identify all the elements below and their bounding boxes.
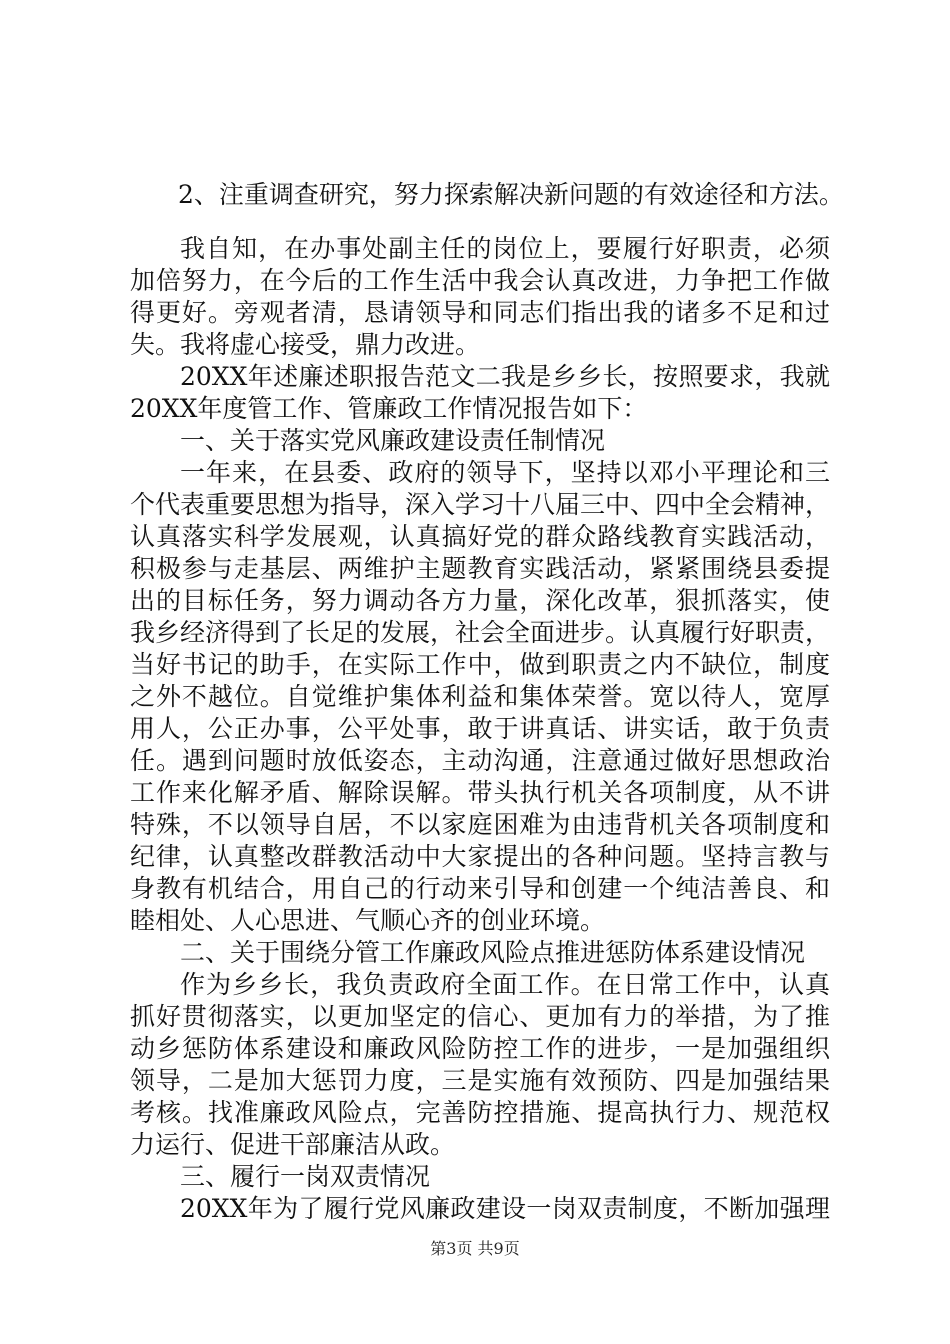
text-line: 出的目标任务，努力调动各方力量，深化改革，狠抓落实，使: [130, 586, 830, 615]
section-heading: 一、关于落实党风廉政建设责任制情况: [180, 426, 606, 455]
text-line: 考核。找准廉政风险点，完善防控措施、提高执行力、规范权: [130, 1098, 830, 1127]
section-heading: 二、关于围绕分管工作廉政风险点推进惩防体系建设情况: [180, 938, 806, 967]
text-line: 我自知，在办事处副主任的岗位上，要履行好职责，必须: [180, 234, 830, 263]
text-line: 力运行、促进干部廉洁从政。: [130, 1130, 456, 1159]
text-line: 身教有机结合，用自己的行动来引导和创建一个纯洁善良、和: [130, 874, 830, 903]
text-line: 20XX年为了履行党风廉政建设一岗双责制度，不断加强理: [180, 1194, 830, 1223]
text-line: 任。遇到问题时放低姿态，主动沟通，注意通过做好思想政治: [130, 746, 830, 775]
text-line: 加倍努力，在今后的工作生活中我会认真改进，力争把工作做: [130, 266, 830, 295]
text-line: 2、注重调查研究，努力探索解决新问题的有效途径和方法。: [178, 180, 844, 209]
text-line: 领导，二是加大惩罚力度，三是实施有效预防、四是加强结果: [130, 1066, 830, 1095]
text-line: 作为乡乡长，我负责政府全面工作。在日常工作中，认真: [180, 970, 830, 999]
text-line: 20XX年述廉述职报告范文二我是乡乡长，按照要求，我就: [180, 362, 830, 391]
text-line: 我乡经济得到了长足的发展，社会全面进步。认真履行好职责，: [130, 618, 831, 647]
text-line: 用人，公正办事，公平处事，敢于讲真话、讲实话，敢于负责: [130, 714, 830, 743]
text-line: 一年来，在县委、政府的领导下，坚持以邓小平理论和三: [180, 458, 830, 487]
text-line: 抓好贯彻落实，以更加坚定的信心、更加有力的举措，为了推: [130, 1002, 830, 1031]
text-line: 认真落实科学发展观，认真搞好党的群众路线教育实践活动，: [130, 522, 830, 551]
text-line: 动乡惩防体系建设和廉政风险防控工作的进步，一是加强组织: [130, 1034, 830, 1063]
section-heading: 三、履行一岗双责情况: [180, 1162, 431, 1191]
text-line: 个代表重要思想为指导，深入学习十八届三中、四中全会精神，: [130, 490, 831, 519]
text-line: 失。我将虚心接受，鼎力改进。: [130, 330, 481, 359]
text-line: 20XX年度管工作、管廉政工作情况报告如下：: [130, 394, 648, 423]
text-line: 纪律，认真整改群教活动中大家提出的各种问题。坚持言教与: [130, 842, 830, 871]
text-line: 工作来化解矛盾、解除误解。带头执行机关各项制度，从不讲: [130, 778, 830, 807]
text-line: 积极参与走基层、两维护主题教育实践活动，紧紧围绕县委提: [130, 554, 830, 583]
text-line: 特殊，不以领导自居，不以家庭困难为由违背机关各项制度和: [130, 810, 830, 839]
page-footer: 第3页 共9页: [430, 1239, 520, 1258]
text-line: 当好书记的助手，在实际工作中，做到职责之内不缺位，制度: [130, 650, 830, 679]
text-line: 得更好。旁观者清，恳请领导和同志们指出我的诸多不足和过: [130, 298, 830, 327]
text-line: 睦相处、人心思进、气顺心齐的创业环境。: [130, 906, 606, 935]
text-line: 之外不越位。自觉维护集体利益和集体荣誉。宽以待人，宽厚: [130, 682, 830, 711]
